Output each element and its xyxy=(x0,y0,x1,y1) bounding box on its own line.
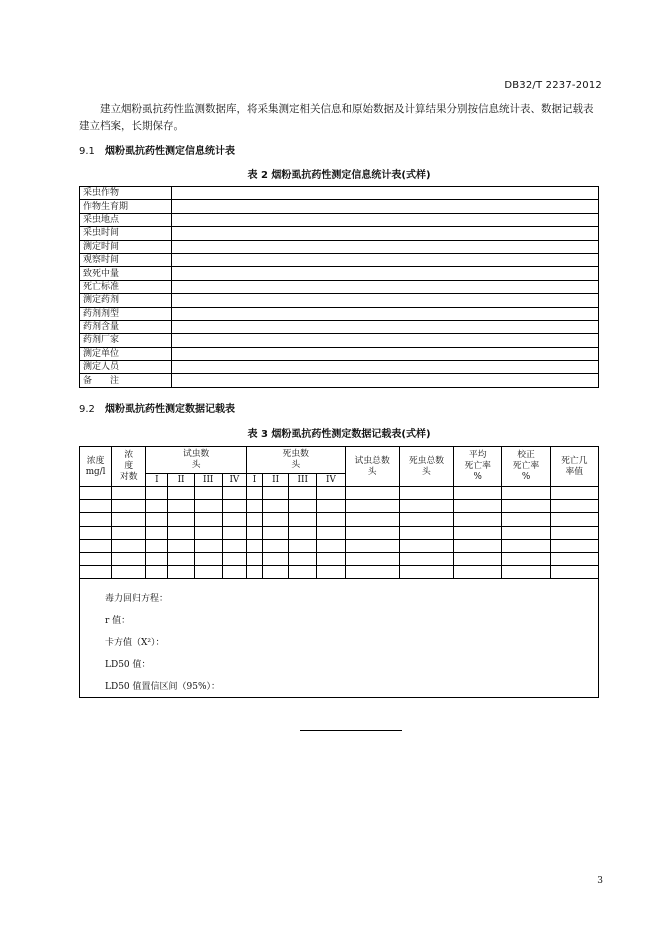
data-cell[interactable] xyxy=(146,500,168,513)
data-cell[interactable] xyxy=(222,566,246,579)
data-cell[interactable] xyxy=(550,539,598,552)
page-number: 3 xyxy=(597,876,603,886)
section-9-1-heading xyxy=(79,142,235,157)
data-cell[interactable] xyxy=(550,487,598,500)
data-cell[interactable] xyxy=(146,526,168,539)
data-cell[interactable] xyxy=(317,552,345,565)
data-cell[interactable] xyxy=(263,513,289,526)
test-replicate-4: IV xyxy=(222,474,246,487)
data-cell[interactable] xyxy=(194,552,222,565)
data-cell[interactable] xyxy=(168,487,194,500)
info-row xyxy=(80,187,599,200)
table2-caption: 表 2 烟粉虱抗药性测定信息统计表(式样) xyxy=(247,170,431,181)
test-replicate-2: II xyxy=(168,474,194,487)
data-cell[interactable] xyxy=(454,552,502,565)
data-cell[interactable] xyxy=(194,500,222,513)
data-cell[interactable] xyxy=(502,500,550,513)
info-row xyxy=(80,200,599,213)
info-row xyxy=(80,307,599,320)
data-cell[interactable] xyxy=(399,526,453,539)
info-row-label: 药剂厂家 xyxy=(80,334,172,347)
data-cell[interactable] xyxy=(399,487,453,500)
data-cell[interactable] xyxy=(146,552,168,565)
info-row-value[interactable] xyxy=(172,347,599,360)
data-cell[interactable] xyxy=(168,500,194,513)
data-cell[interactable] xyxy=(550,500,598,513)
data-cell[interactable] xyxy=(345,552,399,565)
data-cell[interactable] xyxy=(317,513,345,526)
info-row-value[interactable] xyxy=(172,227,599,240)
data-cell[interactable] xyxy=(80,552,112,565)
data-cell[interactable] xyxy=(289,487,317,500)
header-concentration: 浓度 mg/l xyxy=(80,447,112,487)
header-dead-total: 死虫总数 头 xyxy=(399,447,453,487)
data-cell[interactable] xyxy=(222,552,246,565)
info-row xyxy=(80,361,599,374)
formula-chi-square: 卡方值（X²）： xyxy=(105,638,165,648)
header-test-insects: 试虫数 头 xyxy=(146,447,247,474)
test-replicate-3: III xyxy=(194,474,222,487)
data-cell[interactable] xyxy=(263,566,289,579)
data-cell[interactable] xyxy=(317,539,345,552)
info-row-label: 测定单位 xyxy=(80,347,172,360)
info-statistics-table xyxy=(79,186,599,388)
data-cell[interactable] xyxy=(246,526,262,539)
table3-caption: 表 3 烟粉虱抗药性测定数据记载表(式样) xyxy=(247,429,431,440)
info-row-value[interactable] xyxy=(172,267,599,280)
standard-code: DB32/T 2237-2012 xyxy=(504,80,602,91)
data-cell[interactable] xyxy=(345,526,399,539)
info-row-label: 致死中量 xyxy=(80,267,172,280)
data-cell[interactable] xyxy=(289,552,317,565)
data-cell[interactable] xyxy=(289,513,317,526)
data-cell[interactable] xyxy=(222,487,246,500)
data-cell[interactable] xyxy=(194,539,222,552)
table-row xyxy=(80,487,599,500)
info-row-value[interactable] xyxy=(172,200,599,213)
data-cell[interactable] xyxy=(550,566,598,579)
header-dead-insects: 死虫数 头 xyxy=(246,447,345,474)
data-cell[interactable] xyxy=(263,487,289,500)
info-row xyxy=(80,334,599,347)
data-cell[interactable] xyxy=(112,487,146,500)
data-cell[interactable] xyxy=(263,500,289,513)
data-cell[interactable] xyxy=(246,487,262,500)
data-cell[interactable] xyxy=(263,552,289,565)
data-cell[interactable] xyxy=(246,500,262,513)
data-cell[interactable] xyxy=(550,526,598,539)
dead-replicate-2: II xyxy=(263,474,289,487)
table-row xyxy=(80,526,599,539)
formula-ld50-ci: LD50 值置信区间（95%）： xyxy=(105,682,221,692)
info-row-label: 测定人员 xyxy=(80,361,172,374)
info-row-value[interactable] xyxy=(172,307,599,320)
data-cell[interactable] xyxy=(168,526,194,539)
data-record-table xyxy=(79,446,599,698)
data-cell[interactable] xyxy=(317,526,345,539)
data-cell[interactable] xyxy=(112,500,146,513)
info-row-label: 死亡标准 xyxy=(80,280,172,293)
info-row-value[interactable] xyxy=(172,334,599,347)
info-row-value[interactable] xyxy=(172,280,599,293)
section-title: 烟粉虱抗药性测定信息统计表 xyxy=(105,146,235,157)
data-cell[interactable] xyxy=(222,513,246,526)
header-test-total: 试虫总数 头 xyxy=(345,447,399,487)
data-cell[interactable] xyxy=(502,539,550,552)
info-row-label: 作物生育期 xyxy=(80,200,172,213)
header-corrected-mortality: 校正 死亡率 % xyxy=(502,447,550,487)
data-cell[interactable] xyxy=(399,500,453,513)
data-cell[interactable] xyxy=(246,539,262,552)
data-cell[interactable] xyxy=(263,539,289,552)
table-row xyxy=(80,500,599,513)
data-cell[interactable] xyxy=(146,487,168,500)
info-row-value[interactable] xyxy=(172,187,599,200)
data-cell[interactable] xyxy=(345,500,399,513)
info-row-label: 观察时间 xyxy=(80,253,172,266)
data-cell[interactable] xyxy=(502,513,550,526)
data-cell[interactable] xyxy=(222,500,246,513)
data-cell[interactable] xyxy=(112,552,146,565)
info-row-label: 采虫时间 xyxy=(80,227,172,240)
data-cell[interactable] xyxy=(246,552,262,565)
section-number: 9.2 xyxy=(79,404,95,415)
info-row-value[interactable] xyxy=(172,361,599,374)
section-number: 9.1 xyxy=(79,146,95,157)
info-row-label: 药剂剂型 xyxy=(80,307,172,320)
data-cell[interactable] xyxy=(146,513,168,526)
data-cell[interactable] xyxy=(263,526,289,539)
data-cell[interactable] xyxy=(168,552,194,565)
data-cell[interactable] xyxy=(289,566,317,579)
data-cell[interactable] xyxy=(246,566,262,579)
info-row xyxy=(80,227,599,240)
data-cell[interactable] xyxy=(454,500,502,513)
data-cell[interactable] xyxy=(112,526,146,539)
info-row-value[interactable] xyxy=(172,294,599,307)
info-row xyxy=(80,240,599,253)
data-cell[interactable] xyxy=(399,513,453,526)
intro-paragraph: 建立烟粉虱抗药性监测数据库，将采集测定相关信息和原始数据及计算结果分别按信息统计表、数据记载表建立档案，长期保存。 xyxy=(79,103,594,132)
data-cell[interactable] xyxy=(246,513,262,526)
data-cell[interactable] xyxy=(168,539,194,552)
data-cell[interactable] xyxy=(146,566,168,579)
data-cell[interactable] xyxy=(317,487,345,500)
info-row-value[interactable] xyxy=(172,213,599,226)
data-cell[interactable] xyxy=(345,513,399,526)
data-cell[interactable] xyxy=(112,539,146,552)
header-log-concentration: 浓 度 对数 xyxy=(112,447,146,487)
data-cell[interactable] xyxy=(502,526,550,539)
data-cell[interactable] xyxy=(345,566,399,579)
info-row xyxy=(80,374,599,387)
data-cell[interactable] xyxy=(80,566,112,579)
data-cell[interactable] xyxy=(168,513,194,526)
info-row-value[interactable] xyxy=(172,240,599,253)
info-row-label: 采虫作物 xyxy=(80,187,172,200)
data-cell[interactable] xyxy=(454,539,502,552)
dead-replicate-1: I xyxy=(246,474,262,487)
data-cell[interactable] xyxy=(502,487,550,500)
data-cell[interactable] xyxy=(502,552,550,565)
info-row xyxy=(80,347,599,360)
data-cell[interactable] xyxy=(502,566,550,579)
data-cell[interactable] xyxy=(454,566,502,579)
info-row-value[interactable] xyxy=(172,253,599,266)
table-row xyxy=(80,552,599,565)
data-cell[interactable] xyxy=(146,539,168,552)
data-cell[interactable] xyxy=(112,566,146,579)
data-cell[interactable] xyxy=(80,539,112,552)
data-cell[interactable] xyxy=(399,539,453,552)
data-cell[interactable] xyxy=(345,487,399,500)
data-cell[interactable] xyxy=(550,552,598,565)
data-cell[interactable] xyxy=(80,500,112,513)
data-cell[interactable] xyxy=(454,526,502,539)
info-row-label: 药剂含量 xyxy=(80,320,172,333)
info-row xyxy=(80,280,599,293)
data-cell[interactable] xyxy=(289,539,317,552)
data-cell[interactable] xyxy=(399,566,453,579)
data-cell[interactable] xyxy=(194,513,222,526)
data-cell[interactable] xyxy=(112,513,146,526)
data-cell[interactable] xyxy=(550,513,598,526)
header-avg-mortality: 平均 死亡率 % xyxy=(454,447,502,487)
data-cell[interactable] xyxy=(80,526,112,539)
data-cell[interactable] xyxy=(194,526,222,539)
info-row-value[interactable] xyxy=(172,320,599,333)
data-cell[interactable] xyxy=(194,487,222,500)
formula-ld50: LD50 值： xyxy=(105,660,151,670)
header-mortality-probit: 死亡几 率值 xyxy=(550,447,598,487)
data-cell[interactable] xyxy=(289,500,317,513)
data-cell[interactable] xyxy=(222,526,246,539)
info-row xyxy=(80,253,599,266)
formula-regression: 毒力回归方程： xyxy=(105,594,169,604)
info-row-label: 测定药剂 xyxy=(80,294,172,307)
info-row-value[interactable] xyxy=(172,374,599,387)
table-row xyxy=(80,513,599,526)
data-cell[interactable] xyxy=(289,526,317,539)
data-cell[interactable] xyxy=(399,552,453,565)
test-replicate-1: I xyxy=(146,474,168,487)
data-cell[interactable] xyxy=(80,487,112,500)
data-cell[interactable] xyxy=(194,566,222,579)
end-rule xyxy=(300,730,402,731)
data-cell[interactable] xyxy=(317,566,345,579)
section-9-2-heading xyxy=(79,400,235,415)
info-row-label: 备 注 xyxy=(80,374,172,387)
data-cell[interactable] xyxy=(168,566,194,579)
data-cell[interactable] xyxy=(317,500,345,513)
info-row-label: 测定时间 xyxy=(80,240,172,253)
dead-replicate-3: III xyxy=(289,474,317,487)
dead-replicate-4: IV xyxy=(317,474,345,487)
data-cell[interactable] xyxy=(454,487,502,500)
section-title: 烟粉虱抗药性测定数据记载表 xyxy=(105,404,235,415)
table-row xyxy=(80,539,599,552)
data-cell[interactable] xyxy=(80,513,112,526)
info-row xyxy=(80,320,599,333)
table-row xyxy=(80,566,599,579)
info-row-label: 采虫地点 xyxy=(80,213,172,226)
data-cell[interactable] xyxy=(345,539,399,552)
formula-r-value: r 值： xyxy=(105,616,131,626)
info-row xyxy=(80,267,599,280)
data-cell[interactable] xyxy=(454,513,502,526)
info-row xyxy=(80,294,599,307)
info-row xyxy=(80,213,599,226)
data-cell[interactable] xyxy=(222,539,246,552)
